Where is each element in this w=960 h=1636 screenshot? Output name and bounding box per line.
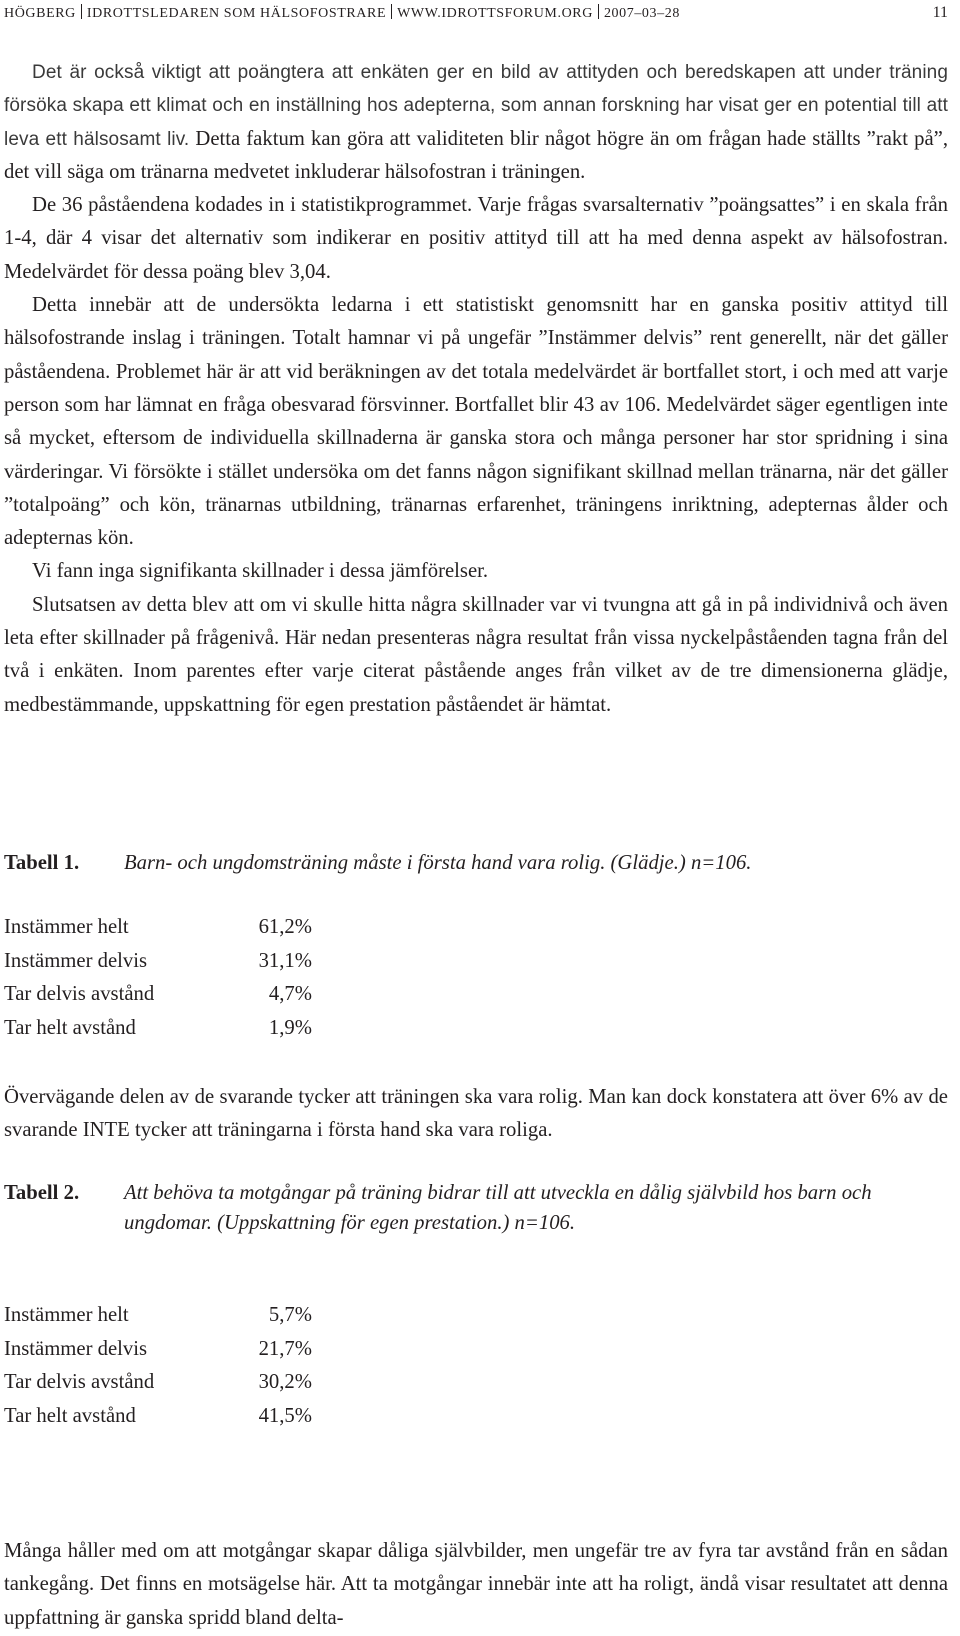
table-row [4,983,324,1017]
row-value: 61,2% [258,916,312,938]
table-row [4,916,324,950]
header-url: WWW.IDROTTSFORUM.ORG [397,6,593,21]
row-label: Instämmer delvis [4,949,148,972]
table1-title: Barn- och ungdomsträning måste i första hand vara rolig. (Glädje.) n=106. [124,852,752,874]
page-number: 11 [932,4,948,21]
commentary-text: Många håller med om att motgångar skapar dåliga självbilder, men ungefär tre av fyra tar avstånd från en sådan tankegång. Det finns en motsägelse här. Att ta motgångar innebär inte att ha roligt, ändå visar resultatet att denna uppfattning är ganska spridd bland delta- [4,1540,948,1629]
row-value: 4,7% [268,983,312,1005]
row-value: 5,7% [268,1304,312,1326]
paragraph-1-serif-part: Detta faktum kan göra att validiteten blir något högre än om frågan hade ställts ”rakt på”, det vill säga om tränarna medvetet inkluderar hälsofostran i träningen. [4,127,948,183]
row-value: 31,1% [258,949,312,972]
table2-title: Att behöva ta motgångar på träning bidrar till att utveckla en dålig självbild hos barn och ungdomar. (Uppskattning för egen prestation.) n=106. [124,1182,872,1234]
row-label: Tar delvis avstånd [4,983,155,1005]
row-value: 30,2% [258,1371,312,1393]
paragraph-3: Detta innebär att de undersökta ledarna i ett statistiskt genomsnitt har en ganska positiv attityd till hälsofostrande inslag i träningen. Totalt hamnar vi på ungefär ”Instämmer delvis” rent generellt, när det gäller påståendena. Problemet här är att vid beräkningen av det totala medelvärdet är bortfallet stort, i och med att varje person som har lämnat en fråga obesvarad försvinner. Bortfallet blir 43 av 106. Medelvärdet säger egentligen inte så mycket, eftersom de individuella skillnaderna är ganska stora och många personer har stor spridning i sina värderingar. Vi försökte i stället undersöka om det fanns någon signifikant skillnad mellan tränarna, när det gäller ”totalpoäng” och kön, tränarnas utbildning, tränarnas erfarenhet, träningens inriktning, adepternas ålder och adepternas kön. [4,294,948,550]
paragraph-5: Slutsatsen av detta blev att om vi skulle hitta några skillnader var vi tvungna att gå in på individnivå och även leta efter skillnader på frågenivå. Här nedan presenteras några resultat från vissa nyckelpåståenden tagna från del två i enkäten. Inom parentes efter varje citerat påstående anges från vilket av de tre dimensionerna glädje, medbestämmande, uppskattning för egen prestation påståendet är hämtat. [4,593,948,716]
running-header [4,4,948,24]
row-label: Instämmer helt [4,1304,129,1326]
header-separator [391,4,392,19]
paragraph-2: De 36 påståendena kodades in i statistikprogrammet. Varje frågas svarsalternativ ”poängsattes” i en skala från 1-4, där 4 visar det alternativ som indikerar en positiv attityd till att ha med denna aspekt av hälsofostran. Medelvärdet för dessa poäng blev 3,04. [4,194,948,283]
table-row [4,1017,324,1051]
header-author: HÖGBERG [4,6,76,21]
table-row [4,1405,324,1439]
commentary-text: Övervägande delen av de svarande tycker att träningen ska vara rolig. Man kan dock konstatera att över 6% av de svarande INTE tycker att träningarna i första hand ska vara roliga. [4,1086,948,1142]
table1-caption [4,848,948,878]
header-separator [81,4,82,19]
paragraph-1-sans-part: Det är också viktigt att poängtera att enkäten ger en bild av attityden och beredskapen att under träning försöka skapa ett klimat och en inställning hos adepterna, som annan forskning har visat ger en potential till att leva ett hälsosamt liv. [4,62,948,150]
table2-caption [4,1178,948,1238]
header-separator [598,4,599,19]
table1-label: Tabell 1. [4,852,80,874]
table-row [4,950,324,984]
table-row [4,1371,324,1405]
row-label: Instämmer helt [4,916,129,938]
header-date: 2007–03–28 [603,6,680,21]
table2 [4,1304,324,1438]
row-value: 41,5% [258,1404,312,1427]
paragraph-1 [4,56,948,189]
table2-label: Tabell 2. [4,1182,80,1204]
table-row [4,1304,324,1338]
row-label: Instämmer delvis [4,1337,148,1360]
paragraph-4: Vi fann inga signifikanta skillnader i dessa jämförelser. [32,560,489,583]
table1 [4,916,324,1050]
row-label: Tar helt avstånd [4,1404,136,1427]
body-text [4,56,948,722]
table-row [4,1338,324,1372]
header-left [4,4,680,22]
row-label: Tar delvis avstånd [4,1371,155,1393]
table1-commentary [4,1081,948,1148]
table2-commentary [4,1535,948,1635]
row-label: Tar helt avstånd [4,1016,136,1039]
row-value: 1,9% [268,1016,312,1039]
row-value: 21,7% [258,1337,312,1360]
header-title: IDROTTSLEDAREN SOM HÄLSOFOSTRARE [86,6,387,21]
